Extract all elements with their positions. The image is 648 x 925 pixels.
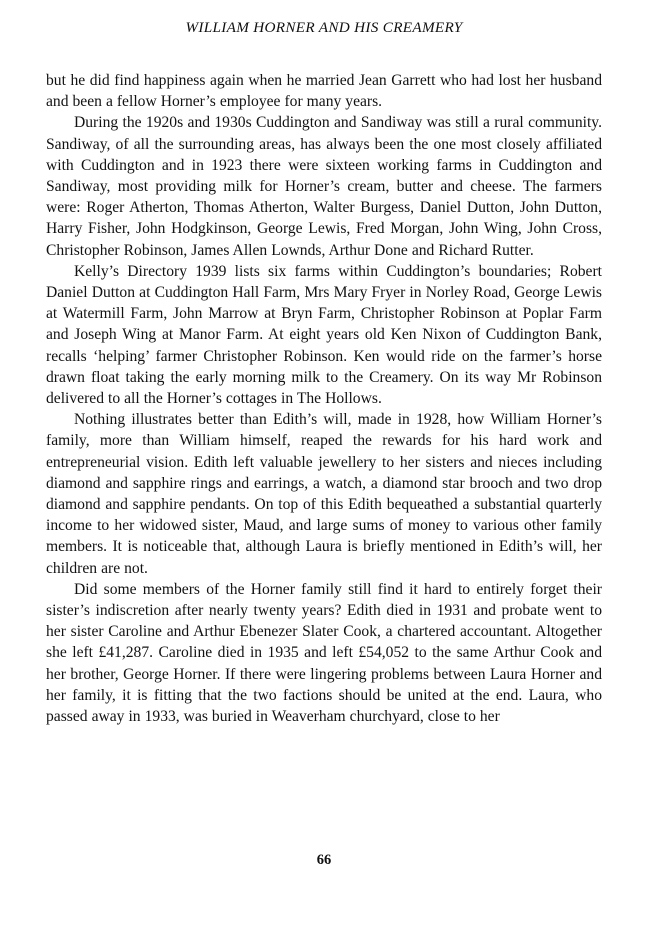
paragraph-rural-community: During the 1920s and 1930s Cuddington and Sandiway was still a rural community. Sandiway, of all the surrounding areas, has always been the one most closely affiliated with Cuddington and in 1923 there were sixteen working farms in Cuddington and Sandiway, most providing milk for Horner’s cream, butter and cheese. The farmers were: Roger Atherton, Thomas Atherton, Walter Burgess, Daniel Dutton, John Dutton, Harry Fisher, John Hodgkinson, George Lewis, Fred Morgan, John Wing, John Cross, Christopher Robinson, James Allen Lownds, Arthur Done and Richard Rutter. — [46, 114, 602, 259]
running-head: WILLIAM HORNER AND HIS CREAMERY — [185, 19, 463, 36]
paragraph-continued: but he did find happiness again when he married Jean Garrett who had lost her husband and been a fellow Horner’s employee for many years. — [46, 72, 602, 111]
body-text-block — [46, 70, 602, 727]
paragraph-ediths-will: Nothing illustrates better than Edith’s will, made in 1928, how William Horner’s family, more than William himself, reaped the rewards for his hard work and entrepreneurial vision. Edith left valuable jewellery to her sisters and nieces including diamond and sapphire rings and earrings, a watch, a diamond star brooch and two drop diamond and sapphire pendants. On top of this Edith bequeathed a substantial quarterly income to her widowed sister, Maud, and large sums of money to various other family members. It is noticeable that, although Laura is briefly mentioned in Edith’s will, her children are not. — [46, 411, 602, 577]
paragraph-probate: Did some members of the Horner family still find it hard to entirely forget their sister’s indiscretion after nearly twenty years? Edith died in 1931 and probate went to her sister Caroline and Arthur Ebenezer Slater Cook, a chartered accountant. Altogether she left £41,287. Caroline died in 1935 and left £54,052 to the same Arthur Cook and her brother, George Horner. If there were lingering problems between Laura Horner and her family, it is fitting that the two factions should be united at the end. Laura, who passed away in 1933, was buried in Weaverham churchyard, close to her — [46, 580, 602, 726]
page-number: 66 — [316, 852, 332, 868]
paragraph-kellys-directory: Kelly’s Directory 1939 lists six farms within Cuddington’s boundaries; Robert Daniel Dutton at Cuddington Hall Farm, Mrs Mary Fryer in Norley Road, George Lewis at Watermill Farm, John Marrow at Bryn Farm, Christopher Robinson at Poplar Farm and Joseph Wing at Manor Farm. At eight years old Ken Nixon of Cuddington Bank, recalls ‘helping’ farmer Christopher Robinson. Ken would ride on the farmer’s horse drawn float taking the early morning milk to the Creamery. On its way Mr Robinson delivered to all the Horner’s cottages in The Hollows. — [46, 262, 602, 408]
